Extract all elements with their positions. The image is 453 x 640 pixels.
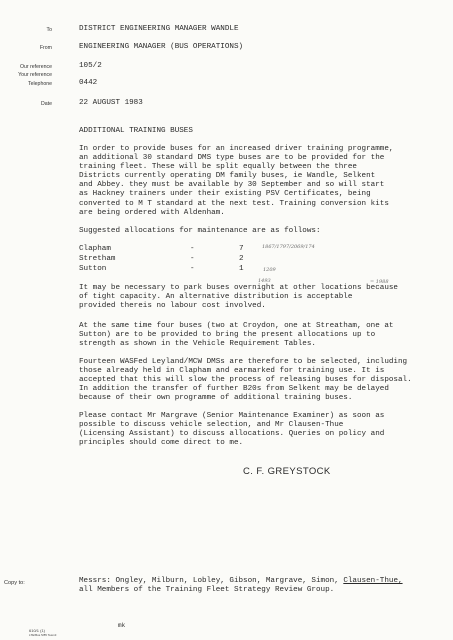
text-line: because of their own programme of additional training buses. (79, 394, 353, 403)
paragraph-2 (79, 284, 398, 311)
text-line: those already held in Clapham and earmarked for training use. It is (79, 367, 385, 376)
date-value: 22 AUGUST 1983 (79, 99, 143, 107)
allocation-depot: Clapham (79, 245, 111, 253)
text-line: Please contact Mr Margrave (Senior Maintenance Examiner) as soon as (79, 412, 385, 420)
allocation-dash: - (190, 245, 195, 253)
paragraph-5 (79, 412, 384, 448)
paragraph-4 (79, 358, 412, 403)
text-line: provided thereis no labour cost involved. (79, 302, 266, 311)
copy-to-label: Copy to: (4, 580, 25, 586)
text-line: Fourteen WASFed Leyland/MCW DMSs are therefore to be selected, including (79, 358, 408, 366)
text-line (79, 577, 403, 586)
your-reference-label: Your reference (18, 72, 52, 78)
to-label: To (46, 27, 52, 33)
from-value: ENGINEERING MANAGER (BUS OPERATIONS) (79, 43, 244, 51)
text-line: In order to provide buses for an increased driver training programme, (79, 145, 394, 153)
allocation-dash: - (190, 265, 195, 273)
text-line: all Members of the Training Fleet Strategy Review Group. (79, 586, 335, 595)
allocation-count: 2 (239, 255, 244, 263)
date-label: Date (41, 101, 52, 107)
text-line: are being ordered with Aldenham. (79, 208, 225, 217)
copy-to-list (79, 577, 403, 595)
paragraph-3 (79, 322, 393, 349)
from-label: From (39, 45, 52, 51)
text-line: In addition the transfer of further B20s from Selkent may be delayed (79, 385, 389, 394)
allocation-count: 7 (239, 245, 244, 253)
text-line: Sutton) are to be provided to bring the present allocations up to (79, 331, 376, 340)
allocation-intro: Suggested allocations for maintenance are as follows: (79, 227, 321, 235)
text-line: an additional 30 standard DMS type buses are to be provided for the (79, 154, 385, 163)
text-line: strength as shown in the Vehicle Requirement Tables. (79, 340, 316, 349)
text-line: training fleet. These will be split equally between the three (79, 163, 357, 172)
form-code: 610/1 (1) (29, 628, 46, 633)
subject-heading: ADDITIONAL TRAINING BUSES (79, 127, 193, 135)
allocation-depot: Stretham (79, 255, 116, 263)
allocation-dash: - (190, 255, 195, 263)
allocation-depot: Sutton (79, 265, 107, 273)
text-line: converted to M T standard at the next test. Training conversion kits (79, 199, 389, 208)
handwritten-note: 1493 (258, 278, 271, 284)
text-line: It may be necessary to park buses overnight at other locations because (79, 284, 398, 292)
our-reference-value: 105/2 (79, 62, 102, 70)
copy-to-underlined-name: Clausen-Thue, (343, 577, 403, 585)
form-sub-code: LTE/Bus 5/85 Tesmil (29, 633, 57, 637)
text-line: (Licensing Assistant) to discuss allocations. Queries on policy and (79, 430, 385, 439)
telephone-label: Telephone (28, 81, 52, 87)
text-line: possible to discuss vehicle selection, and Mr Clausen-Thue (79, 421, 344, 430)
handwritten-note: = 1988 (370, 279, 389, 285)
typist-initials: mk (118, 622, 126, 629)
our-reference-label: Our reference (19, 64, 52, 70)
text-line: principles should come direct to me. (79, 439, 244, 448)
text-line: accepted that this will slow the process of releasing buses for disposal. (79, 376, 412, 385)
to-value: DISTRICT ENGINEERING MANAGER WANDLE (79, 25, 239, 33)
allocation-count: 1 (239, 265, 244, 273)
paragraph-1 (79, 145, 393, 218)
text-line: Districts currently operating DM family buses, ie Wandle, Selkent (79, 172, 376, 181)
text-line: of tight capacity. An alternative distribution is acceptable (79, 293, 353, 302)
handwritten-note: 1209 (263, 267, 276, 273)
text-line: and Abbey. they must be available by 30 September and so will start (79, 181, 385, 190)
text-line: At the same time four buses (two at Croydon, one at Streatham, one at (79, 322, 394, 330)
signature-name: C. F. GREYSTOCK (243, 466, 331, 477)
copy-to-names: Messrs: Ongley, Milburn, Lobley, Gibson, Margrave, Simon, (79, 577, 344, 585)
handwritten-note: 1867/1797/2069/174 (262, 244, 315, 250)
text-line: as Hackney trainers under their existing PSV Certificates, being (79, 190, 371, 199)
telephone-value: 0442 (79, 79, 98, 87)
